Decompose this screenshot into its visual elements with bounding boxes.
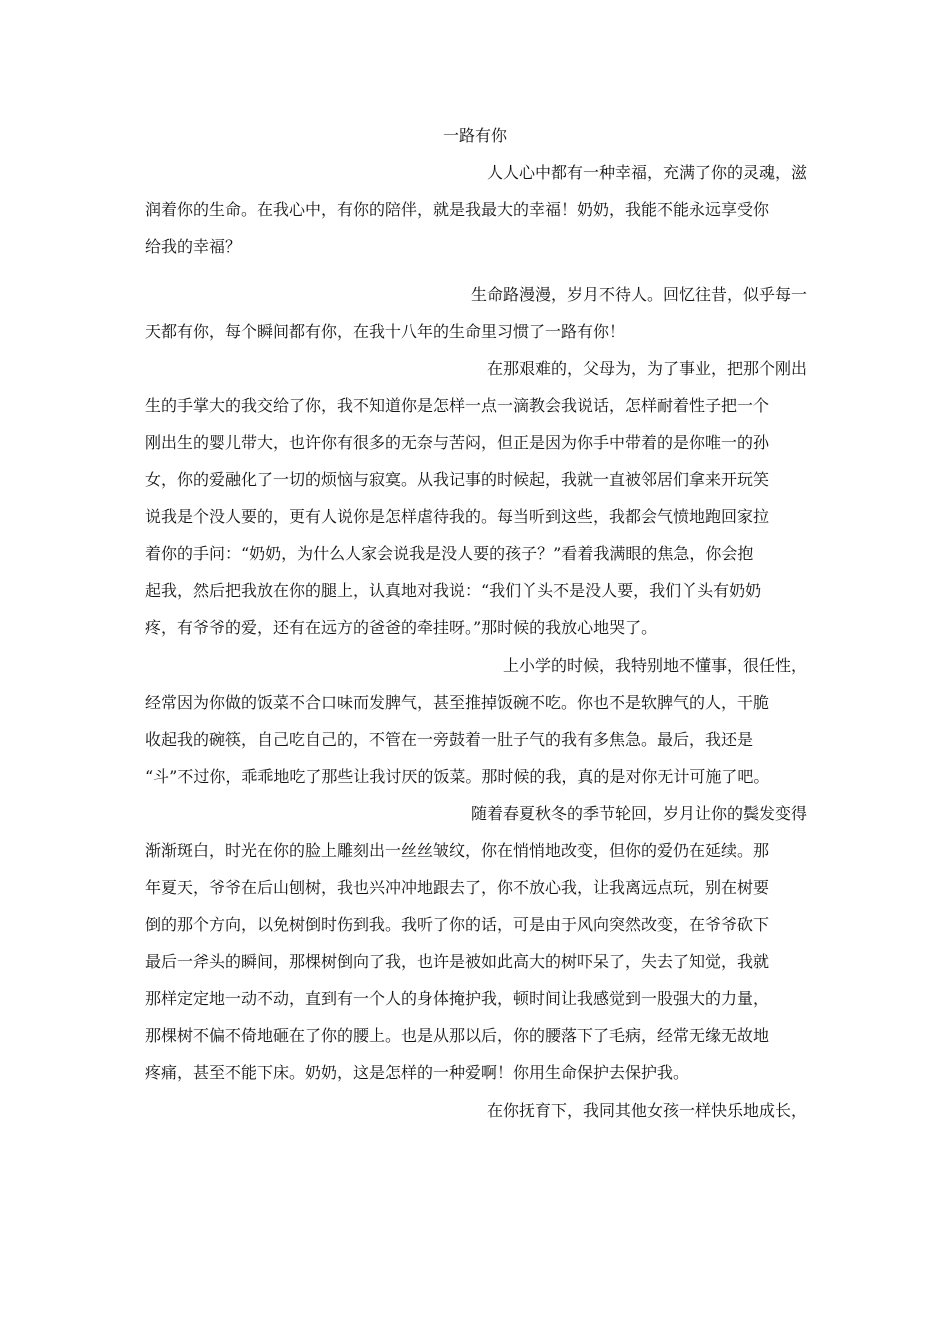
text-line: 人人心中都有一种幸福，充满了你的灵魂，滋 bbox=[486, 163, 807, 182]
paragraph-4 bbox=[145, 647, 807, 795]
paragraph-3 bbox=[145, 350, 807, 646]
text-line: 说我是个没人要的，更有人说你是怎样虐待我的。每当听到这些，我都会气愤地跑回家拉 bbox=[145, 507, 770, 526]
text-line: 生命路漫漫，岁月不待人。回忆往昔，似乎每一 bbox=[470, 285, 807, 304]
text-line: 在你抚育下，我同其他女孩一样快乐地成长， bbox=[486, 1101, 807, 1120]
text-line: 润着你的生命。在我心中，有你的陪伴，就是我最大的幸福！奶奶，我能不能永远享受你 bbox=[145, 200, 770, 219]
text-line: 疼痛，甚至不能下床。奶奶，这是怎样的一种爱啊！你用生命保护去保护我。 bbox=[145, 1063, 690, 1082]
text-line: 经常因为你做的饭菜不合口味而发脾气，甚至推掉饭碗不吃。你也不是软脾气的人，干脆 bbox=[145, 693, 770, 712]
text-line: 给我的幸福？ bbox=[145, 237, 242, 256]
text-line: 起我，然后把我放在你的腿上，认真地对我说：“我们丫头不是没人要，我们丫头有奶奶 bbox=[145, 581, 762, 600]
text-line: 在那艰难的，父母为，为了事业，把那个刚出 bbox=[486, 359, 807, 378]
text-line: 那样定定地一动不动，直到有一个人的身体掩护我，顿时间让我感觉到一股强大的力量， bbox=[145, 989, 770, 1008]
paragraph-6 bbox=[145, 1092, 807, 1129]
paragraph-1 bbox=[145, 154, 807, 265]
text-line: 收起我的碗筷，自己吃自己的，不管在一旁鼓着一肚子气的我有多焦急。最后，我还是 bbox=[145, 730, 754, 749]
text-line: 倒的那个方向，以免树倒时伤到我。我听了你的话，可是由于风向突然改变，在爷爷砍下 bbox=[145, 915, 770, 934]
text-line: 那棵树不偏不倚地砸在了你的腰上。也是从那以后，你的腰落下了毛病，经常无缘无故地 bbox=[145, 1026, 770, 1045]
text-line: 上小学的时候，我特别地不懂事，很任性， bbox=[502, 656, 807, 675]
text-line: “斗”不过你，乖乖地吃了那些让我讨厌的饭菜。那时候的我，真的是对你无计可施了吧。 bbox=[145, 767, 770, 786]
paragraph-5 bbox=[145, 795, 807, 1091]
text-line: 疼，有爷爷的爱，还有在远方的爸爸的牵挂呀。”那时候的我放心地哭了。 bbox=[145, 618, 658, 637]
text-line: 女，你的爱融化了一切的烦恼与寂寞。从我记事的时候起，我就一直被邻居们拿来开玩笑 bbox=[145, 470, 770, 489]
text-line: 年夏天，爷爷在后山刨树，我也兴冲冲地跟去了，你不放心我，让我离远点玩，别在树要 bbox=[145, 878, 770, 897]
text-line: 天都有你，每个瞬间都有你，在我十八年的生命里习惯了一路有你！ bbox=[145, 322, 626, 341]
text-line: 随着春夏秋冬的季节轮回，岁月让你的鬓发变得 bbox=[470, 804, 807, 823]
document-title: 一路有你 bbox=[442, 126, 507, 145]
text-line: 渐渐斑白，时光在你的脸上雕刻出一丝丝皱纹，你在悄悄地改变，但你的爱仍在延续。那 bbox=[145, 841, 770, 860]
text-line: 最后一斧头的瞬间，那棵树倒向了我，也许是被如此高大的树吓呆了，失去了知觉，我就 bbox=[145, 952, 770, 971]
text-line: 着你的手问：“奶奶，为什么人家会说我是没人要的孩子？”看着我满眼的焦急，你会抱 bbox=[145, 544, 754, 563]
paragraph-2 bbox=[145, 276, 807, 350]
text-line: 刚出生的婴儿带大，也许你有很多的无奈与苦闷，但正是因为你手中带着的是你唯一的孙 bbox=[145, 433, 770, 452]
text-line: 生的手掌大的我交给了你，我不知道你是怎样一点一滴教会我说话，怎样耐着性子把一个 bbox=[145, 396, 770, 415]
